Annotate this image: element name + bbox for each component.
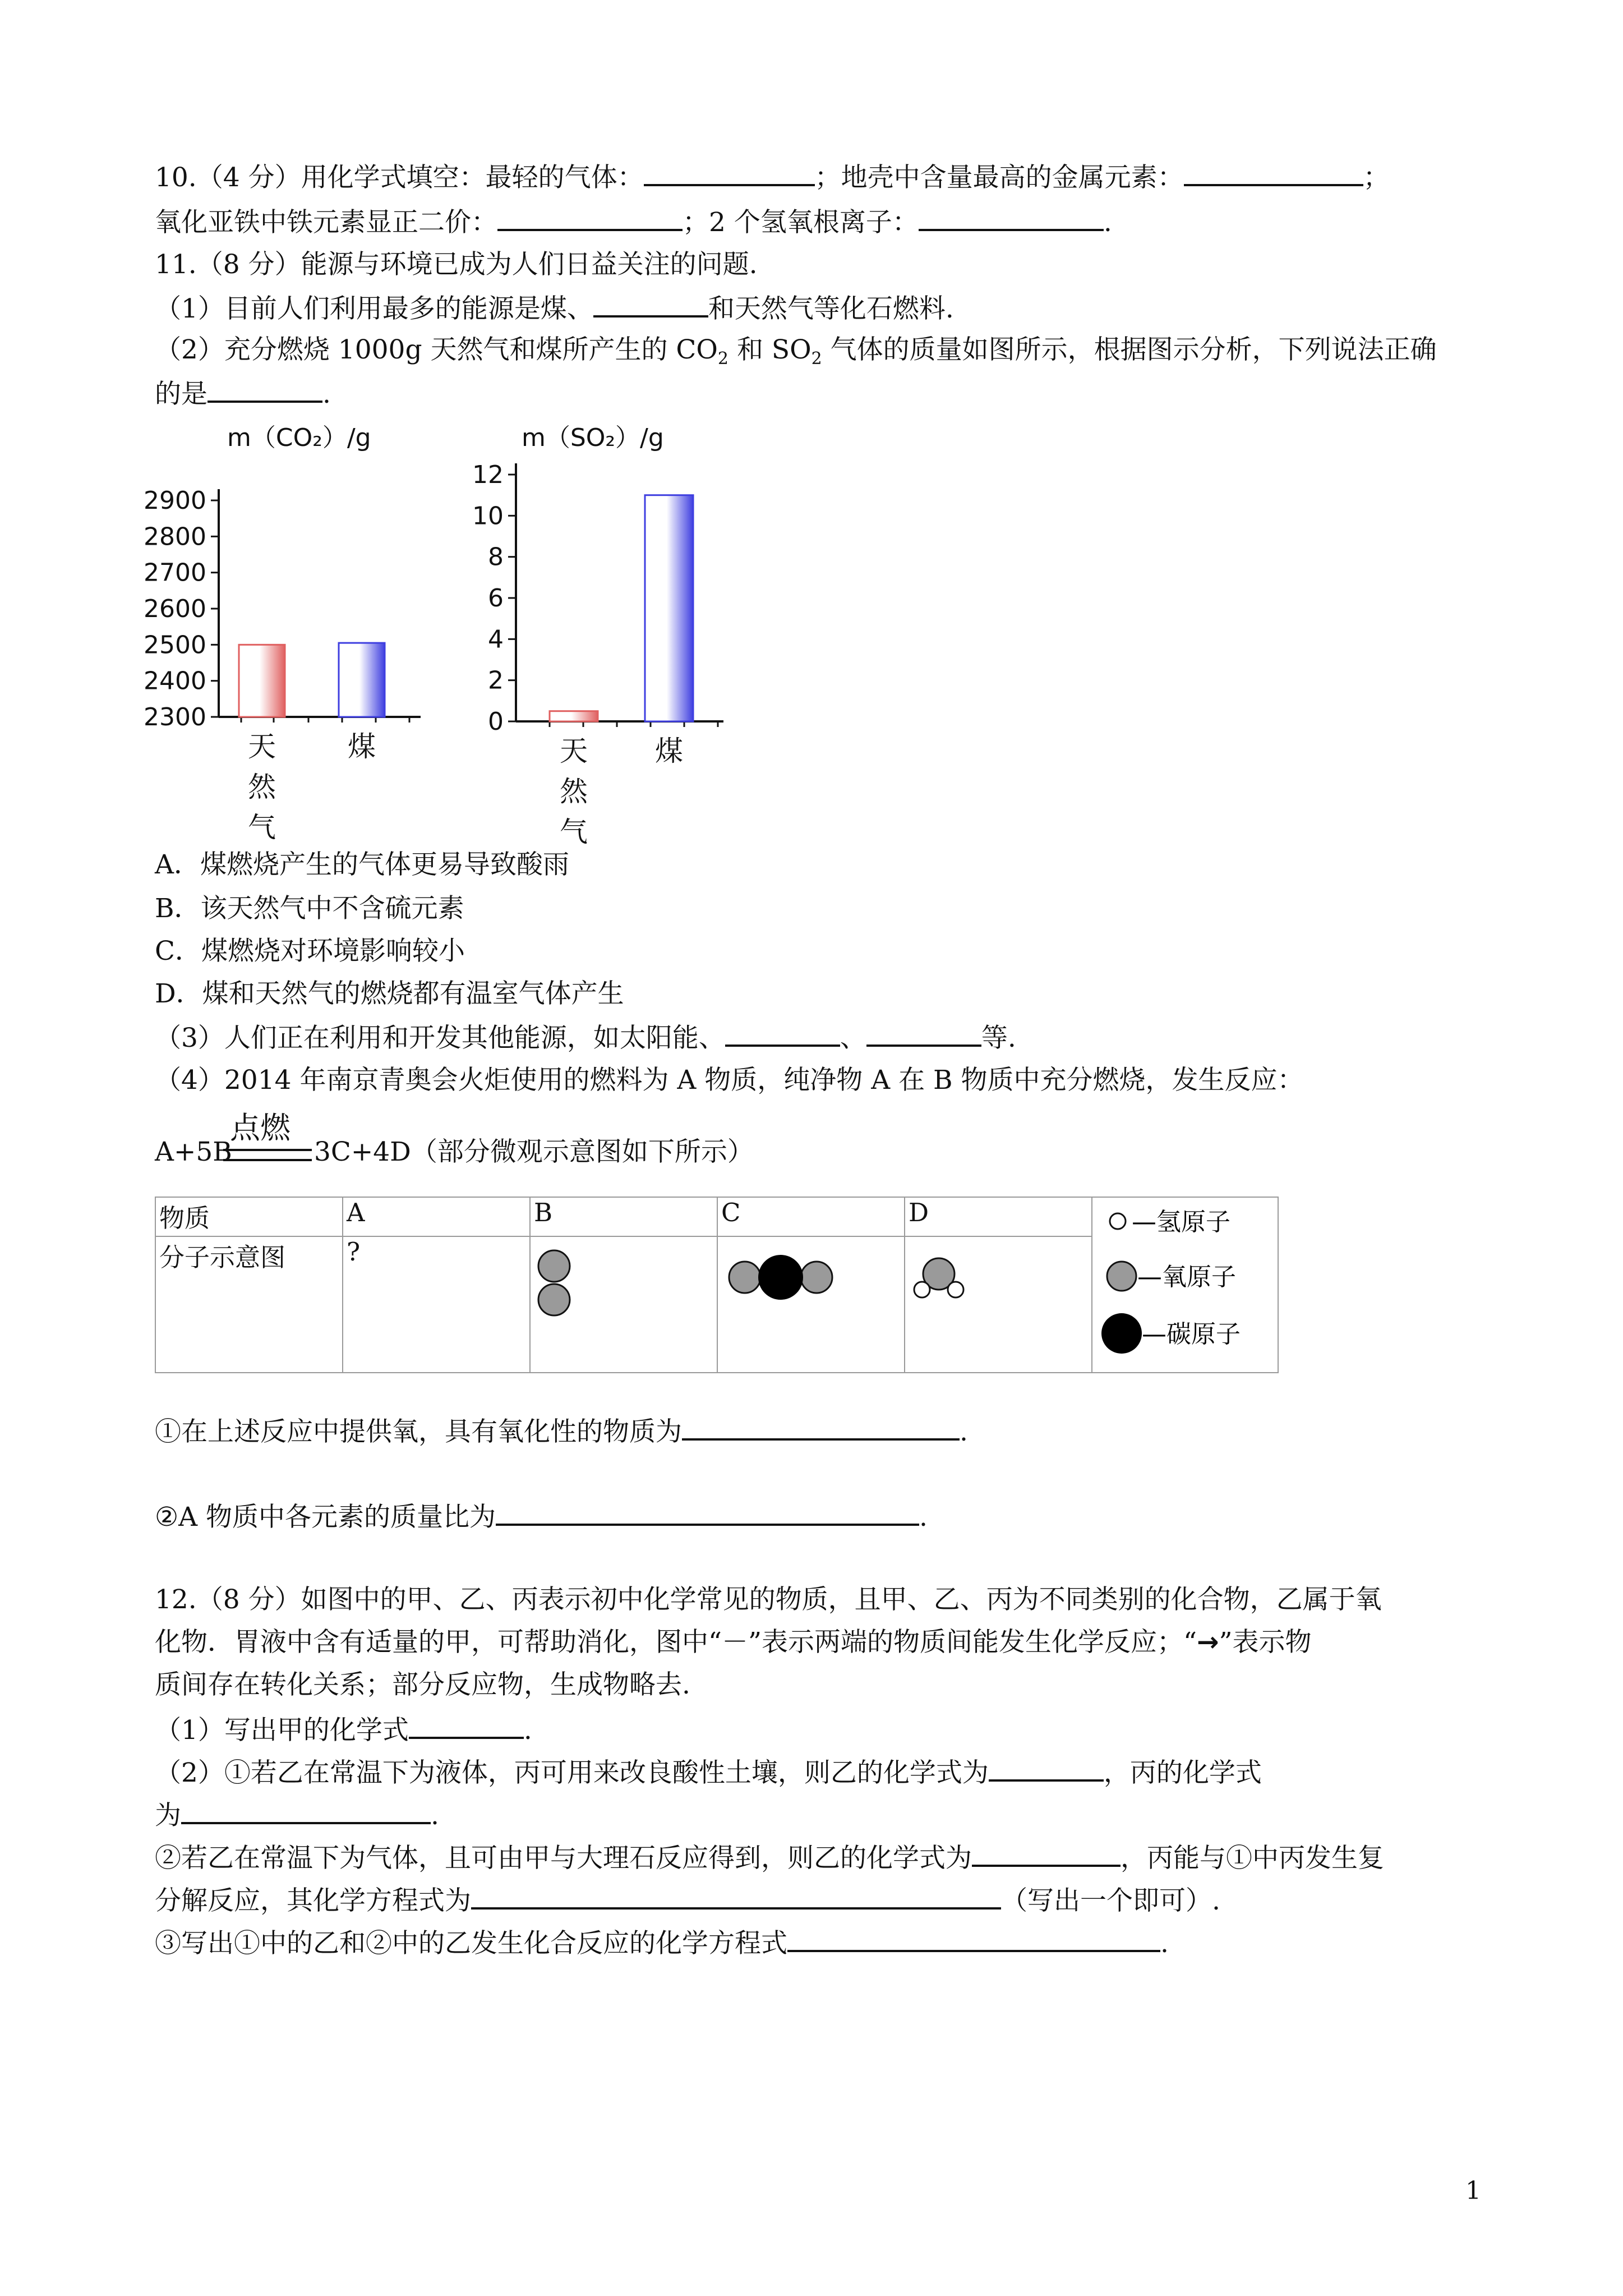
q12-p2-text-2: ，丙的化学式 — [1103, 1757, 1262, 1788]
y-tick-label: 10 — [472, 501, 504, 531]
answer-blank[interactable] — [181, 1797, 431, 1824]
answer-blank[interactable] — [725, 1020, 840, 1047]
q11-part-1 — [155, 291, 954, 326]
bar — [239, 645, 285, 717]
atom-legend — [1092, 1198, 1278, 1366]
q10-text-c: ； — [1363, 162, 1390, 193]
legend-cell — [1092, 1197, 1278, 1373]
legend-label: —碳原子 — [1142, 1320, 1241, 1349]
answer-blank[interactable] — [497, 204, 683, 231]
y-tick-label: 2300 — [144, 703, 206, 731]
q12-p2-text-4: . — [431, 1800, 439, 1831]
q10-text-a: 10.（4 分）用化学式填空：最轻的气体： — [155, 162, 644, 193]
table-cell: C — [717, 1197, 905, 1236]
equation-double-line — [223, 1149, 312, 1161]
co2-chart-svg — [146, 421, 437, 847]
q11-sub-1 — [155, 1414, 968, 1449]
table-cell: 分子示意图 — [155, 1236, 343, 1373]
answer-blank[interactable] — [919, 204, 1104, 231]
q11-part-2 — [155, 333, 1437, 367]
answer-blank[interactable] — [682, 1414, 960, 1441]
q12-p4-text-2: . — [1160, 1928, 1169, 1959]
answer-blank[interactable] — [1184, 159, 1363, 186]
answer-blank[interactable] — [866, 1020, 981, 1047]
molecule-b-cell — [530, 1236, 717, 1373]
subscript: 2 — [717, 349, 729, 369]
q11-sub2-text: ②A 物质中各元素的质量比为 — [155, 1502, 496, 1533]
category-label: 天 — [560, 735, 588, 767]
answer-blank[interactable] — [409, 1712, 524, 1739]
q12-part-1 — [155, 1712, 532, 1747]
molecule-d-cell — [905, 1236, 1092, 1373]
q10-text-f: . — [1103, 207, 1112, 238]
bar — [550, 711, 598, 721]
category-label: 煤 — [655, 735, 683, 767]
q12-line-3: 质间存在转化关系；部分反应物，生成物略去. — [155, 1669, 690, 1700]
option-d: D．煤和天然气的燃烧都有温室气体产生 — [155, 978, 624, 1009]
q12-p3-text-4: （写出一个即可）. — [1001, 1885, 1220, 1916]
carbon-atom-icon — [1101, 1313, 1142, 1354]
y-tick-label: 2700 — [144, 558, 206, 587]
equation-left: A+5B — [155, 1137, 232, 1167]
equation-condition: 点燃 — [230, 1110, 291, 1145]
q12-p2-text: （2）①若乙在常温下为液体，丙可用来改良酸性土壤，则乙的化学式为 — [155, 1757, 989, 1788]
y-tick-label: 2600 — [144, 595, 206, 623]
q12-part-3-cont — [155, 1883, 1220, 1918]
y-tick-label: 2500 — [144, 631, 206, 660]
q11-p1-text-2: 和天然气等化石燃料. — [708, 293, 954, 324]
q10-line-1 — [155, 159, 1390, 195]
q12-p3-text-3: 分解反应，其化学方程式为 — [155, 1885, 471, 1916]
q12-p1-text: （1）写出甲的化学式 — [155, 1715, 409, 1746]
q11-sub-2 — [155, 1499, 928, 1534]
carbon-dioxide-molecule-icon — [718, 1243, 852, 1315]
answer-blank[interactable] — [787, 1925, 1160, 1952]
molecule-c-cell — [717, 1236, 905, 1373]
hydrogen-atom-icon — [1110, 1213, 1126, 1229]
y-tick-label: 2400 — [144, 666, 206, 696]
subscript: 2 — [811, 349, 822, 369]
category-label: 气 — [560, 816, 588, 848]
option-b: B．该天然气中不含硫元素 — [155, 893, 464, 924]
category-label: 气 — [248, 811, 276, 844]
water-molecule-icon — [905, 1243, 995, 1315]
equation-right: 3C+4D（部分微观示意图如下所示） — [314, 1137, 754, 1167]
bar — [645, 495, 693, 721]
q10-text-e: ；2 个氢氧根离子： — [683, 207, 919, 238]
q12-text: 化物．胃液中含有适量的甲，可帮助消化，图中“－”表示两端的物质间能发生化学反应；“ — [155, 1627, 1197, 1658]
q11-p1-text: （1）目前人们利用最多的能源是煤、 — [155, 293, 593, 324]
y-tick-label: 8 — [488, 542, 504, 572]
arrow-icon: → — [1197, 1627, 1219, 1658]
table-cell: 物质 — [155, 1197, 343, 1236]
category-label: 然 — [560, 775, 588, 808]
q11-sub2-text-2: . — [919, 1502, 928, 1533]
answer-blank[interactable] — [593, 291, 708, 318]
q12-part-2 — [155, 1755, 1262, 1790]
answer-blank[interactable] — [989, 1755, 1104, 1782]
y-tick-label: 12 — [472, 461, 504, 489]
y-tick-label: 4 — [488, 625, 504, 654]
oxygen-atom-icon — [1107, 1262, 1136, 1291]
option-c: C．煤燃烧对环境影响较小 — [155, 936, 465, 967]
category-label: 天 — [248, 730, 276, 763]
q12-part-2-cont — [155, 1797, 439, 1833]
q12-p3-text: ②若乙在常温下为气体，且可由甲与大理石反应得到，则乙的化学式为 — [155, 1843, 972, 1874]
q12-line-2 — [155, 1626, 1312, 1659]
q12-part-4 — [155, 1925, 1169, 1961]
q11-p2-text-5: . — [322, 379, 331, 409]
table-row — [155, 1197, 1278, 1236]
y-tick-label: 6 — [488, 584, 504, 613]
q11-p3-text-3: 等. — [981, 1023, 1016, 1053]
q11-p2-text-2: 和 SO — [728, 334, 811, 365]
table-cell: A — [343, 1197, 530, 1236]
molecule-table — [155, 1197, 1279, 1373]
y-tick-label: 0 — [488, 707, 504, 736]
table-cell: D — [905, 1197, 1092, 1236]
q10-line-2 — [155, 204, 1112, 240]
category-label: 煤 — [348, 730, 376, 763]
answer-blank[interactable] — [208, 376, 322, 403]
so2-chart-svg — [471, 421, 740, 847]
y-tick-label: 2 — [488, 666, 504, 695]
q11-p2-text-4: 的是 — [155, 379, 208, 409]
category-label: 然 — [248, 771, 276, 803]
q11-p3-text: （3）人们正在利用和开发其他能源，如太阳能、 — [155, 1023, 725, 1053]
legend-label: —氢原子 — [1132, 1208, 1230, 1236]
q12-line-1: 12.（8 分）如图中的甲、乙、丙表示初中化学常见的物质，且甲、乙、丙为不同类别的化合物，乙属于氧 — [155, 1584, 1382, 1615]
q11-part-3 — [155, 1020, 1016, 1055]
chart-title: m（SO₂）/g — [522, 424, 664, 452]
answer-blank[interactable] — [471, 1883, 1001, 1910]
so2-bar-chart — [471, 421, 740, 849]
q12-p3-text-2: ，丙能与①中丙发生复 — [1121, 1843, 1384, 1874]
answer-blank[interactable] — [496, 1499, 919, 1526]
q12-part-3 — [155, 1840, 1384, 1875]
y-tick-label: 2800 — [144, 522, 206, 551]
q11-sub1-text: ①在上述反应中提供氧，具有氧化性的物质为 — [155, 1416, 682, 1447]
q12-text-2: ”表示物 — [1219, 1627, 1312, 1658]
q11-title: 11.（8 分）能源与环境已成为人们日益关注的问题. — [155, 249, 758, 280]
q12-p1-text-2: . — [523, 1715, 532, 1746]
q10-text-d: 氧化亚铁中铁元素显正二价： — [155, 207, 497, 238]
oxygen-molecule-icon — [531, 1243, 598, 1327]
legend-label: —氧原子 — [1137, 1263, 1236, 1291]
co2-bar-chart — [146, 421, 437, 849]
q11-sub1-text-2: . — [960, 1416, 968, 1447]
q12-p4-text: ③写出①中的乙和②中的乙发生化合反应的化学方程式 — [155, 1928, 787, 1959]
page-number: 1 — [1465, 2177, 1481, 2205]
chart-title: m（CO₂）/g — [227, 424, 371, 452]
q11-p3-text-2: 、 — [840, 1023, 866, 1053]
q12-p2-text-3: 为 — [155, 1800, 181, 1831]
option-a: A．煤燃烧产生的气体更易导致酸雨 — [155, 849, 569, 880]
table-cell: ? — [343, 1236, 530, 1373]
q11-p2-text-3: 气体的质量如图所示，根据图示分析，下列说法正确 — [822, 334, 1437, 365]
bar — [339, 643, 385, 717]
answer-blank[interactable] — [972, 1840, 1121, 1867]
q10-text-b: ；地壳中含量最高的金属元素： — [814, 162, 1184, 193]
q11-part-4: （4）2014 年南京青奥会火炬使用的燃料为 A 物质，纯净物 A 在 B 物质中充分燃烧，发生反应： — [155, 1065, 1304, 1096]
y-tick-label: 2900 — [144, 486, 206, 515]
table-cell: B — [530, 1197, 717, 1236]
q11-part-2-cont — [155, 376, 331, 411]
q11-p2-text: （2）充分燃烧 1000g 天然气和煤所产生的 CO — [155, 334, 718, 365]
answer-blank[interactable] — [644, 159, 815, 186]
